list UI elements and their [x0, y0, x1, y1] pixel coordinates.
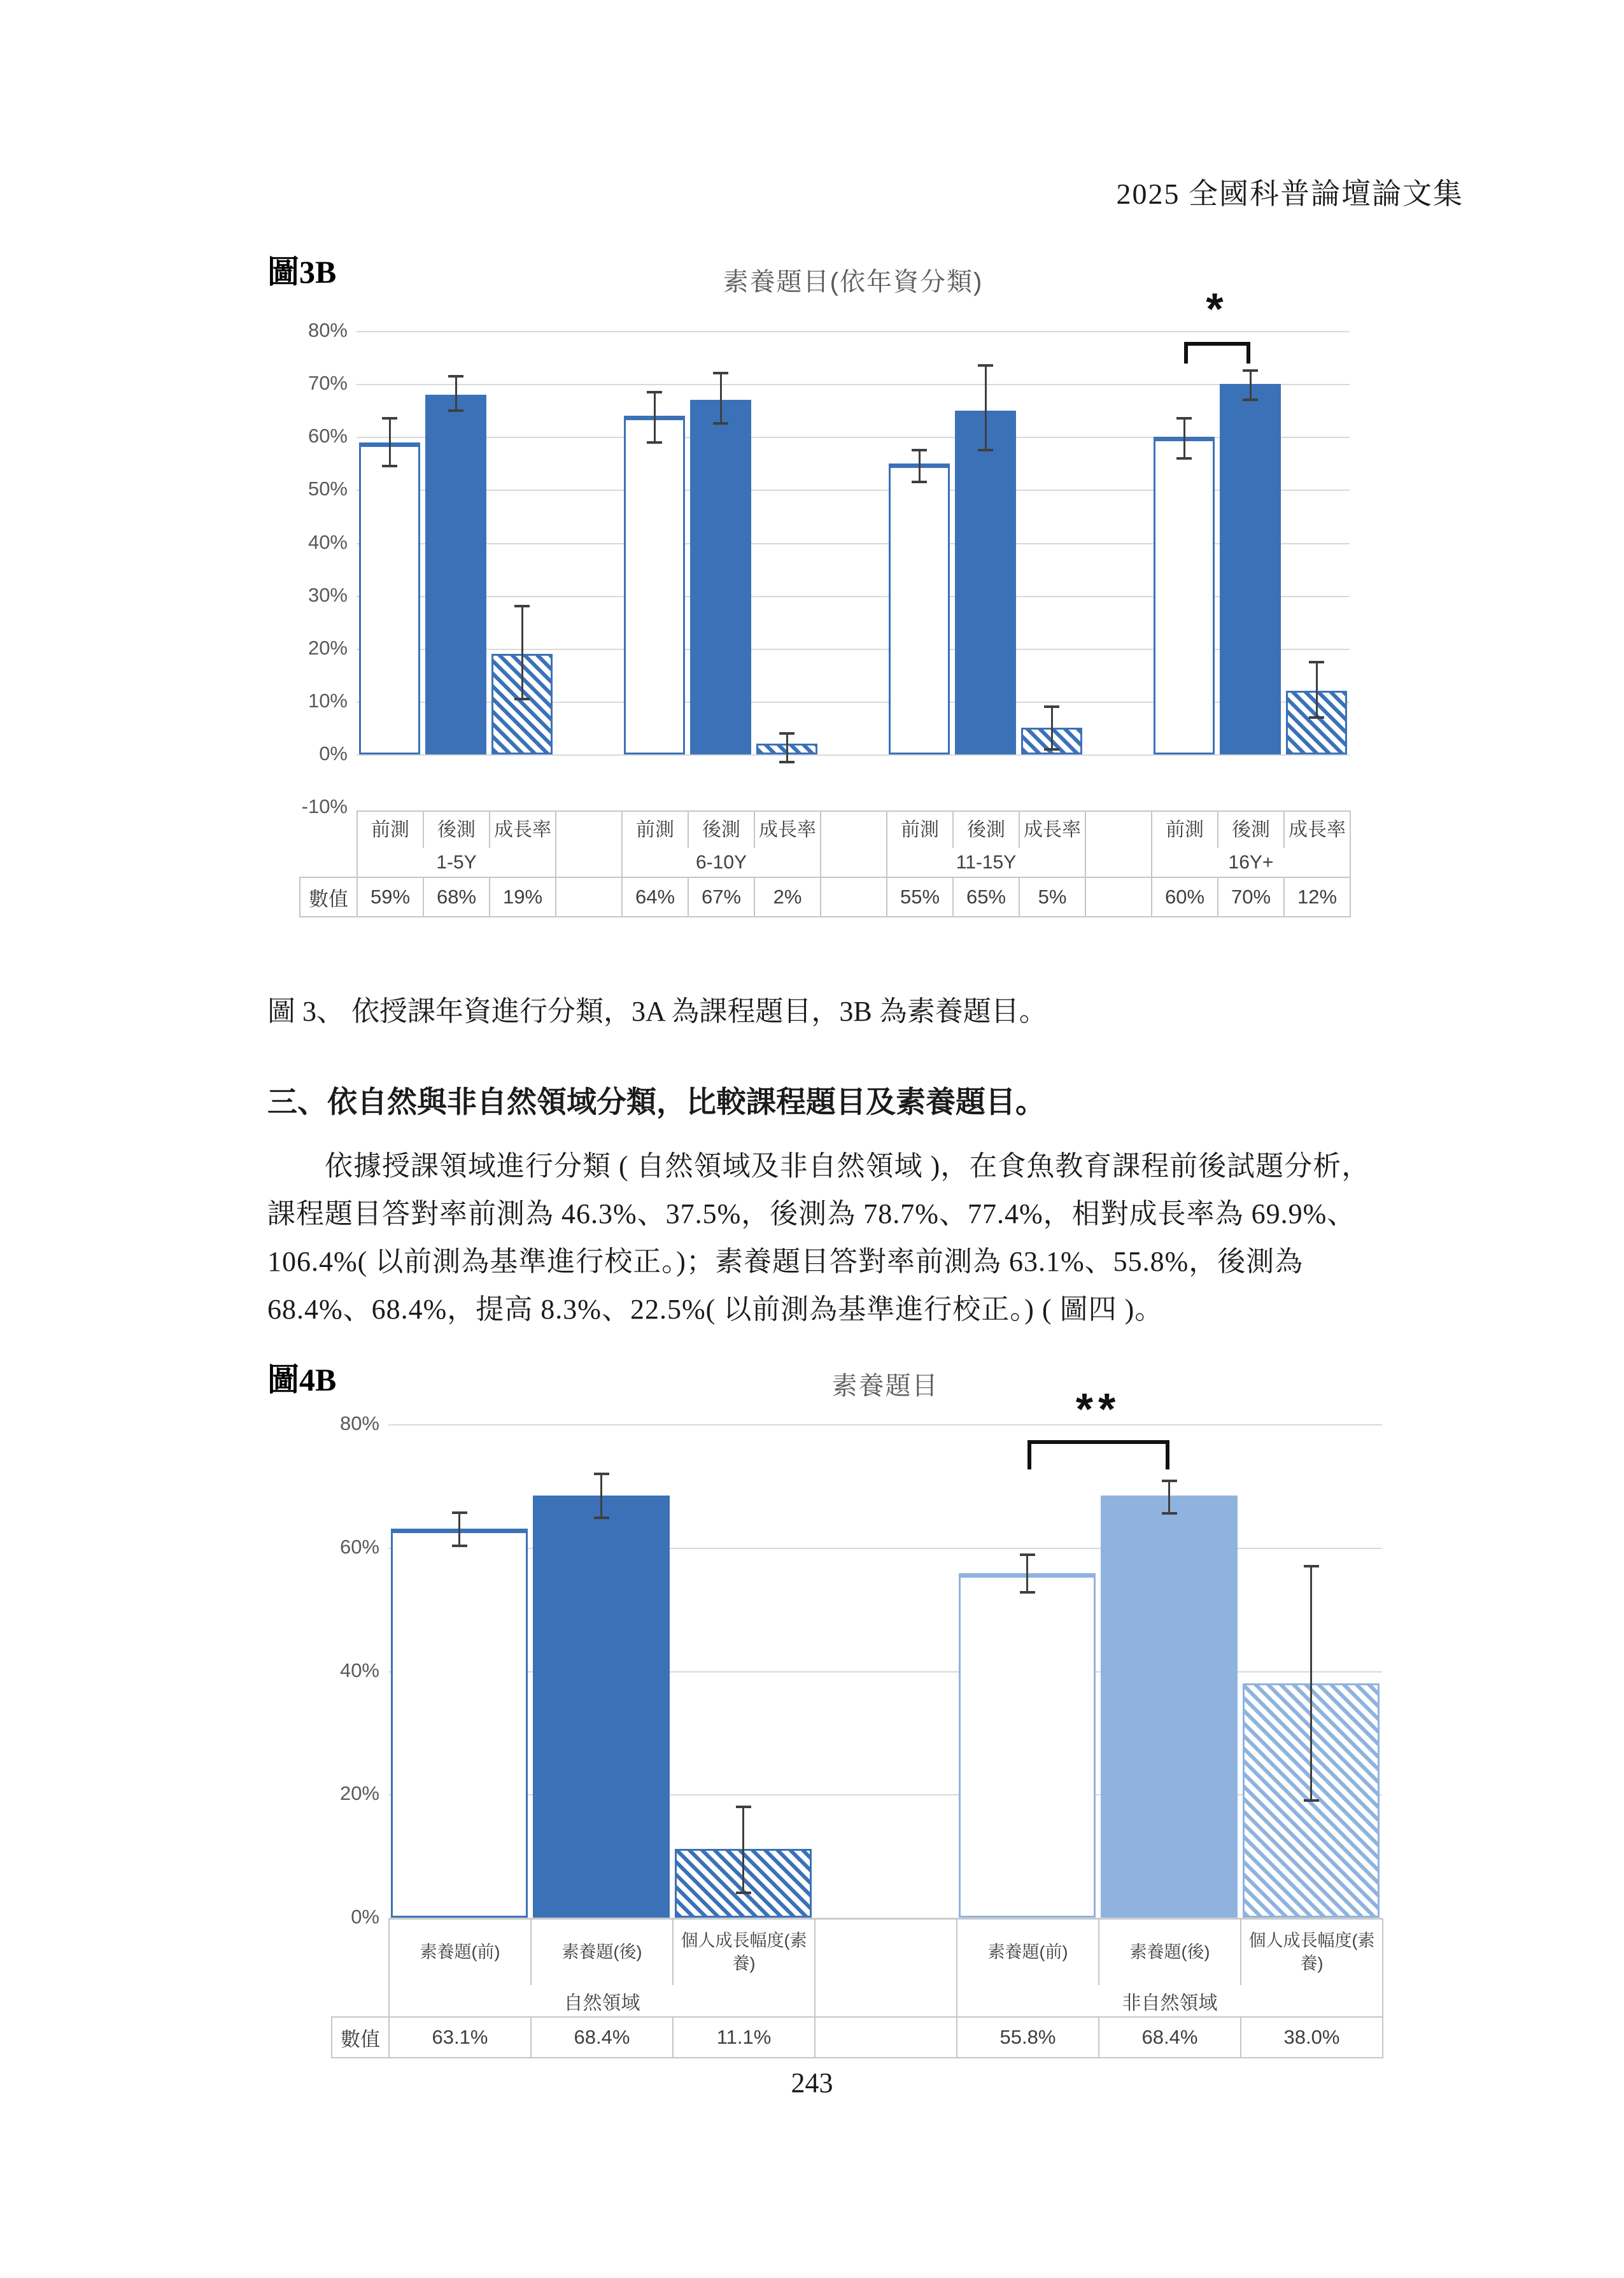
page-number: 243 — [791, 2067, 833, 2098]
error-bar-cap — [452, 1511, 467, 1514]
error-bar — [1051, 707, 1053, 749]
table-header-cell: 個人成長幅度(素養) — [673, 1919, 815, 1985]
table-header-cell: 後測 — [423, 811, 490, 848]
section-heading: 三、依自然與非自然領域分類，比較課程題目及素養題目。 — [267, 1086, 1045, 1119]
error-bar-cap — [736, 1806, 751, 1808]
table-value-cell: 64% — [622, 877, 688, 917]
error-bar-cap — [1044, 705, 1059, 708]
table-value-cell: 67% — [688, 877, 754, 917]
bar-pretest — [391, 1529, 528, 1918]
table-spacer-cell — [556, 848, 622, 877]
gridline — [357, 384, 1350, 385]
chart-plot-area — [388, 1424, 1382, 1918]
error-bar-cap — [1176, 417, 1192, 420]
error-bar-cap — [594, 1517, 609, 1519]
table-value-cell: 5% — [1019, 877, 1085, 917]
paragraph-line: 依據授課領域進行分類 ( 自然領域及非自然領域 )，在食魚教育課程前後試題分析， — [325, 1150, 1371, 1182]
error-bar-cap — [647, 391, 662, 393]
error-bar-cap — [978, 449, 993, 451]
error-bar-cap — [594, 1473, 609, 1475]
table-spacer-cell — [821, 848, 887, 877]
table-spacer-cell — [1085, 848, 1152, 877]
error-bar-cap — [514, 698, 530, 700]
bar-posttest — [690, 400, 751, 754]
paragraph-line: 課程題目答對率前測為 46.3%、37.5%，後測為 78.7%、77.4%，相對成長率為 69.9%、 — [267, 1198, 1356, 1229]
table-value-cell: 65% — [953, 877, 1019, 917]
table-header-cell: 後測 — [1218, 811, 1284, 848]
y-tick-label: 60% — [339, 1536, 379, 1558]
journal-header: 2025 全國科普論壇論文集 — [1116, 178, 1464, 210]
error-bar-cap — [736, 1892, 751, 1894]
y-tick-label: 0% — [351, 1906, 379, 1928]
chart-plot-area — [357, 331, 1350, 754]
y-tick-label: 0% — [319, 742, 348, 765]
bar-posttest — [533, 1496, 670, 1918]
paragraph-line: 68.4%、68.4%，提高 8.3%、22.5%( 以前測為基準進行校正。) ( 圖四 )。 — [267, 1294, 1164, 1325]
table-value-cell: 2% — [754, 877, 821, 917]
error-bar-cap — [713, 372, 728, 374]
error-bar — [600, 1474, 602, 1518]
table-header-cell: 前測 — [357, 811, 423, 848]
table-group-cell: 6-10Y — [622, 848, 821, 877]
table-spacer-cell — [815, 2017, 957, 2058]
table-value-cell: 59% — [357, 877, 423, 917]
error-bar-cap — [912, 449, 927, 451]
y-tick-label: 70% — [307, 372, 348, 394]
error-bar-cap — [1243, 399, 1258, 401]
error-bar-cap — [1020, 1553, 1035, 1556]
error-bar — [1316, 662, 1318, 718]
table-header-cell: 個人成長幅度(素養) — [1241, 1919, 1383, 1985]
y-tick-label: 50% — [307, 478, 348, 500]
gridline — [357, 754, 1350, 756]
table-header-cell: 前測 — [887, 811, 953, 848]
significance-label: * — [1206, 284, 1229, 334]
table-header-cell: 成長率 — [1019, 811, 1085, 848]
error-bar-cap — [514, 605, 530, 607]
error-bar-cap — [382, 465, 397, 467]
error-bar-cap — [779, 761, 794, 763]
error-bar — [1250, 371, 1252, 400]
error-bar-cap — [1304, 1565, 1319, 1567]
bar-pretest — [359, 442, 420, 754]
table-value-cell: 63.1% — [389, 2017, 531, 2058]
table-header-cell: 素養題(後) — [1099, 1919, 1241, 1985]
chart-title: 素養題目(依年資分類) — [723, 268, 984, 296]
error-bar — [985, 365, 987, 450]
y-tick-label: 40% — [307, 531, 348, 553]
y-tick-label: 20% — [339, 1782, 379, 1804]
error-bar-cap — [912, 481, 927, 483]
y-tick-label: 80% — [307, 319, 348, 341]
error-bar-cap — [647, 441, 662, 444]
bar-posttest — [425, 395, 486, 754]
y-tick-label: 30% — [307, 584, 348, 606]
table-header-cell: 前測 — [622, 811, 688, 848]
error-bar-cap — [448, 375, 463, 378]
error-bar-cap — [1162, 1512, 1177, 1515]
table-value-cell: 70% — [1218, 877, 1284, 917]
table-header-cell: 後測 — [688, 811, 754, 848]
table-spacer-cell — [1085, 811, 1152, 848]
error-bar-cap — [448, 409, 463, 412]
figure3-caption: 圖 3、 依授課年資進行分類，3A 為課程題目，3B 為素養題目。 — [267, 996, 1047, 1027]
bar-pretest — [1154, 437, 1215, 754]
table-group-cell: 11-15Y — [887, 848, 1085, 877]
bar-posttest — [1101, 1496, 1238, 1918]
table-value-cell: 55% — [887, 877, 953, 917]
table-header-cell: 素養題(前) — [957, 1919, 1099, 1985]
table-group-cell: 1-5Y — [357, 848, 556, 877]
error-bar-cap — [779, 732, 794, 735]
value-row-label: 數值 — [332, 2017, 389, 2058]
bar-pretest — [624, 416, 685, 754]
chart-title: 素養題目 — [831, 1372, 939, 1400]
table-spacer-cell — [821, 811, 887, 848]
error-bar-cap — [1309, 661, 1324, 663]
figure-label: 圖3B — [267, 254, 337, 290]
error-bar-cap — [1020, 1591, 1035, 1594]
y-tick-label: 80% — [339, 1412, 379, 1434]
value-table — [331, 1918, 1383, 2058]
error-bar-cap — [978, 364, 993, 367]
error-bar — [742, 1807, 744, 1893]
error-bar-cap — [713, 422, 728, 425]
table-group-cell: 非自然領域 — [957, 1985, 1383, 2017]
error-bar — [1026, 1555, 1028, 1592]
table-header-cell: 成長率 — [754, 811, 821, 848]
value-row-label: 數值 — [300, 877, 357, 917]
table-group-cell: 16Y+ — [1152, 848, 1350, 877]
error-bar — [720, 373, 722, 423]
table-value-cell: 68% — [423, 877, 490, 917]
value-table — [299, 810, 1351, 917]
error-bar-cap — [1176, 457, 1192, 460]
figure-4b-chart — [267, 1353, 1413, 2066]
table-spacer-cell — [815, 1985, 957, 2017]
table-header-cell: 前測 — [1152, 811, 1218, 848]
table-spacer-cell — [1085, 877, 1152, 917]
table-header-cell: 成長率 — [490, 811, 556, 848]
bar-posttest — [955, 411, 1016, 754]
table-spacer-cell — [821, 877, 887, 917]
error-bar-cap — [1304, 1799, 1319, 1802]
table-header-cell: 素養題(前) — [389, 1919, 531, 1985]
table-value-cell: 68.4% — [531, 2017, 673, 2058]
error-bar-cap — [1243, 369, 1258, 372]
error-bar-cap — [1309, 716, 1324, 719]
y-tick-label: -10% — [301, 795, 348, 817]
error-bar — [458, 1513, 460, 1546]
bar-pretest — [959, 1573, 1096, 1918]
table-value-cell: 19% — [490, 877, 556, 917]
table-header-cell: 後測 — [953, 811, 1019, 848]
error-bar — [521, 606, 523, 698]
table-value-cell: 11.1% — [673, 2017, 815, 2058]
error-bar — [455, 376, 457, 411]
error-bar — [654, 392, 656, 442]
error-bar — [786, 733, 788, 763]
error-bar-cap — [452, 1545, 467, 1547]
table-value-cell: 60% — [1152, 877, 1218, 917]
y-tick-label: 40% — [339, 1659, 379, 1681]
y-tick-label: 10% — [307, 690, 348, 712]
error-bar — [389, 418, 391, 466]
y-tick-label: 20% — [307, 637, 348, 659]
error-bar — [1183, 418, 1185, 458]
figure-label: 圖4B — [267, 1362, 337, 1397]
significance-bracket — [1027, 1440, 1169, 1469]
table-spacer-cell — [815, 1919, 957, 1985]
figure-3b-chart — [267, 245, 1413, 930]
y-tick-label: 60% — [307, 425, 348, 447]
table-value-cell: 68.4% — [1099, 2017, 1241, 2058]
significance-label: ** — [1075, 1384, 1121, 1434]
error-bar — [1310, 1566, 1312, 1800]
table-value-cell: 38.0% — [1241, 2017, 1383, 2058]
table-spacer-cell — [556, 877, 622, 917]
error-bar-cap — [382, 417, 397, 420]
table-value-cell: 55.8% — [957, 2017, 1099, 2058]
error-bar-cap — [1044, 748, 1059, 751]
bar-posttest — [1220, 384, 1281, 754]
bar-pretest — [889, 463, 950, 754]
table-spacer-cell — [556, 811, 622, 848]
table-value-cell: 12% — [1284, 877, 1350, 917]
error-bar — [1168, 1481, 1170, 1513]
gridline — [357, 331, 1350, 332]
table-header-cell: 成長率 — [1284, 811, 1350, 848]
gridline — [388, 1424, 1382, 1426]
table-header-cell: 素養題(後) — [531, 1919, 673, 1985]
significance-bracket — [1184, 342, 1250, 364]
error-bar — [919, 450, 921, 482]
paragraph-line: 106.4%( 以前測為基準進行校正。)；素養題目答對率前測為 63.1%、55.8%，後測為 — [267, 1246, 1304, 1277]
error-bar-cap — [1162, 1480, 1177, 1482]
table-group-cell: 自然領域 — [389, 1985, 815, 2017]
